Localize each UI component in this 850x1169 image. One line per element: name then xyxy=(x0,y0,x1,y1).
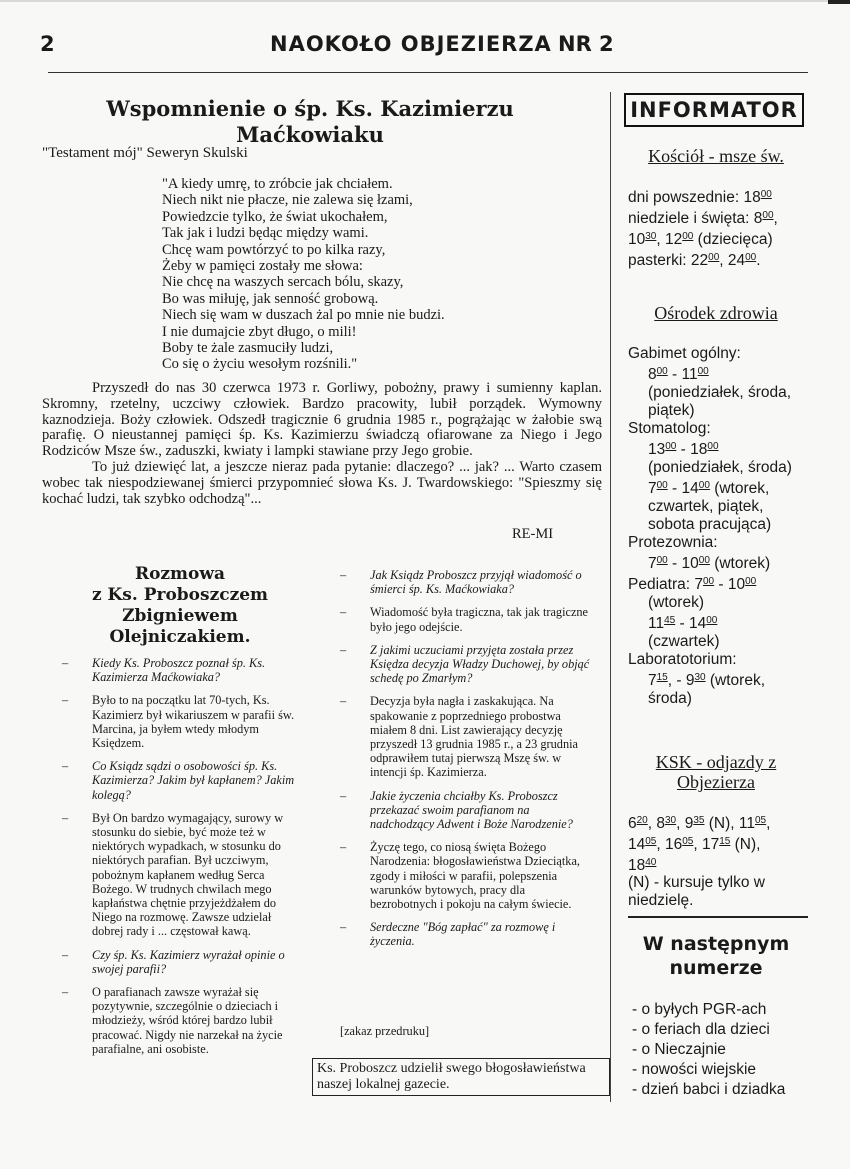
interview-question: – Z jakimi uczuciami przyjęta została przez Księdza decyzja Władzy Duchowej, by objąć schedę po Zmarłym? xyxy=(340,643,590,686)
poem-line: Chcę wam powtórzyć to po kilka razy, xyxy=(162,241,386,258)
interview-question: – Jakie życzenia chciałby Ks. Proboszcz przekazać swoim parafianom na nadchodzący Adwent i Boże Narodzenie? xyxy=(340,789,590,832)
newspaper-title: NAOKOŁO OBJEZIERZA xyxy=(270,32,552,56)
health-heading: Ośrodek zdrowia xyxy=(654,303,778,323)
page-number: 2 xyxy=(40,32,55,56)
next-issue-title: W następnym numerze xyxy=(642,933,790,979)
interview-question: – Kiedy Ks. Proboszcz poznał śp. Ks. Kazimierza Maćkowiaka? xyxy=(62,656,302,684)
poem-line: Nie chcę na waszych sercach bólu, skazy, xyxy=(162,274,404,291)
article-signature: RE-MI xyxy=(512,526,554,542)
interview-answer: – Wiadomość była tragiczna, tak jak tragiczne było jego odejście. xyxy=(340,605,590,633)
next-issue-rule xyxy=(628,916,808,918)
informator-title: INFORMATOR xyxy=(624,93,804,127)
poem-line: I nie dumajcie zbyt długo, o mili! xyxy=(162,323,357,340)
poem-line: Żeby w pamięci zostały me słowa: xyxy=(162,258,363,275)
list-item: - o byłych PGR-ach xyxy=(632,1001,767,1018)
paragraph: Przyszedł do nas 30 czerwca 1973 r. Gorliwy, pobożny, prawy i sumienny kaplan. Skromny, rzetelny, uczciwy człowiek. Bardzo pracowity, lubił porządek. Wymowny kaznodzieja. Boży człowiek. Odszedł tragicznie 6 grudnia 1985 r., pogrążając w żałobie swą parafię. O nieustannej pamięci śp. Ks. Kazimierzu świadczą ofiarowane za Niego i Jego Rodziców Msze św., zaduszki, kwiaty i lampki stawiane przy Jego grobie. xyxy=(42,380,602,460)
corner-mark xyxy=(828,0,850,4)
mass-times: dni powszednie: $18^{00}$ niedziele i święta: $8^{00}$, $10^{30}$, $12^{00}$ (dziecięca) pasterki: $22^{00}$, $24^{00}$. xyxy=(628,189,778,269)
paragraph: To już dziewięć lat, a jeszcze nieraz pada pytanie: dlaczego? ... jak? ... Warto czasem wobec tak niespodziewanej śmierci przypomnieć słowa Ks. J. Twardowskiego: "Spieszmy się kochać ludzi, tak szybko odchodzą"... xyxy=(42,458,602,507)
column-divider xyxy=(610,92,611,1102)
interview-answer: – Był On bardzo wymagający, surowy w stosunku do siebie, być może też w niektórych wypadkach, w stosunku do niektórych parafian. Był uczciwym, pobożnym kapłanem według Serca Bożego. W trudnych chwilach mego kapłaństwa chętnie przyjeżdżałem do Niego na rozmowę. Zawsze udzielał dobrej rady i ... częstował kawą. xyxy=(62,811,302,939)
list-item: - o Nieczajnie xyxy=(632,1041,726,1058)
interview-column-left xyxy=(62,656,302,1065)
interview-answer: – Było to na początku lat 70-tych, Ks. Kazimierz był wikariuszem w parafii św. Marcina, ja byłem wtedy młodym Księdzem. xyxy=(62,693,302,750)
poem-line: Co się o życiu wesołym rozśnili." xyxy=(162,356,358,373)
interview-question: – Jak Ksiądz Proboszcz przyjął wiadomość o śmierci śp. Ks. Maćkowiaka? xyxy=(340,568,590,596)
reprint-note: [zakaz przedruku] xyxy=(340,1024,430,1038)
poem-line: "A kiedy umrę, to zróbcie jak chciałem. xyxy=(162,176,393,192)
article-subtitle: "Testament mój" Seweryn Skulski xyxy=(42,145,248,161)
health-hours: Gabimet ogólny: $8^{00} - 11^{00}$ (poniedziałek, środa, piątek) Stomatolog: $13^{00} - 18^{00}$ (poniedziałek, środa) $7^{00} - 14^{00}$ (wtorek, czwartek, piątek, sobota pracująca) Protezownia: $7^{00} - 10^{00}$ (wtorek) Pediatra: $7^{00} - 10^{00}$ (wtorek) $11^{45} - 14^{00}$ (czwartek) Laboratotorium: $7^{15}$, - $9^{30}$ (wtorek, środa) xyxy=(628,345,792,707)
list-item: - o feriach dla dzieci xyxy=(632,1021,770,1038)
church-heading: Kościół - msze św. xyxy=(648,146,784,166)
poem-line: Niech się wam w duszach żal po mnie nie budzi. xyxy=(162,307,445,324)
top-edge xyxy=(0,0,850,2)
interview-question: – Serdeczne "Bóg zapłać" za rozmowę i życzenia. xyxy=(340,920,590,948)
interview-column-right xyxy=(340,568,590,958)
article-body xyxy=(42,381,602,507)
interview-answer: – Decyzja była nagła i zaskakująca. Na spakowanie z poprzedniego probostwa miałem 8 dni. List zawierający decyzję przyszedł 13 grudnia 1985 r., a 23 grudnia odprawiłem tutaj pierwszą Mszę św. w intencji śp. Kazimierza. xyxy=(340,694,590,779)
article-title: Wspomnienie o śp. Ks. Kazimierzu Maćkowiaku xyxy=(106,96,514,147)
poem-line: Niech nikt nie płacze, nie zalewa się łzami, xyxy=(162,192,413,209)
issue-number: NR 2 xyxy=(558,32,614,56)
next-issue-list xyxy=(632,1000,785,1100)
photo-caption: Ks. Proboszcz udzielił swego błogosławieństwa naszej lokalnej gazecie. xyxy=(312,1058,610,1096)
list-item: - nowości wiejskie xyxy=(632,1061,757,1078)
header-rule xyxy=(48,72,808,73)
poem-line: Tak jak i ludzi będąc między wami. xyxy=(162,225,369,242)
poem-line: Powiedzcie tylko, że świat ukochałem, xyxy=(162,208,388,225)
poem xyxy=(162,176,522,373)
interview-answer: – O parafianach zawsze wyrażał się pozytywnie, szczególnie o dzieciach i młodzieży, wśród której bardzo lubił pracować. Nigdy nie narzekał na życie parafialne, ani osobiste. xyxy=(62,985,302,1056)
list-item: - dzień babci i dziadka xyxy=(632,1081,786,1098)
interview-title: Rozmowa z Ks. Proboszczem Zbigniewem Olejniczakiem. xyxy=(91,564,269,647)
interview-question: – Co Ksiądz sądzi o osobowości śp. Ks. Kazimierza? Jakim był kapłanem? Jakim kolegą? xyxy=(62,759,302,802)
interview-answer: – Życzę tego, co niosą święta Bożego Narodzenia: błogosławieństwa Dzieciątka, zgody i miłości w parafii, polepszenia warunków bytowych, pracy dla bezrobotnych i pokoju na całym świecie. xyxy=(340,840,590,911)
poem-line: Bo was miłuję, jak senność grobową. xyxy=(162,290,379,307)
bus-times: $6^{20}$, $8^{30}$, $9^{35}$ (N), $11^{05}$, $14^{05}$, $16^{05}$, $17^{15}$ (N), $18^{40}$ xyxy=(628,815,771,874)
bus-note: (N) - kursuje tylko w niedzielę. xyxy=(628,874,765,909)
poem-line: Boby te żale zasmuciły ludzi, xyxy=(162,340,334,357)
ksk-heading: KSK - odjazdy z Objezierza xyxy=(655,752,777,792)
interview-question: – Czy śp. Ks. Kazimierz wyrażał opinie o swojej parafii? xyxy=(62,948,302,976)
